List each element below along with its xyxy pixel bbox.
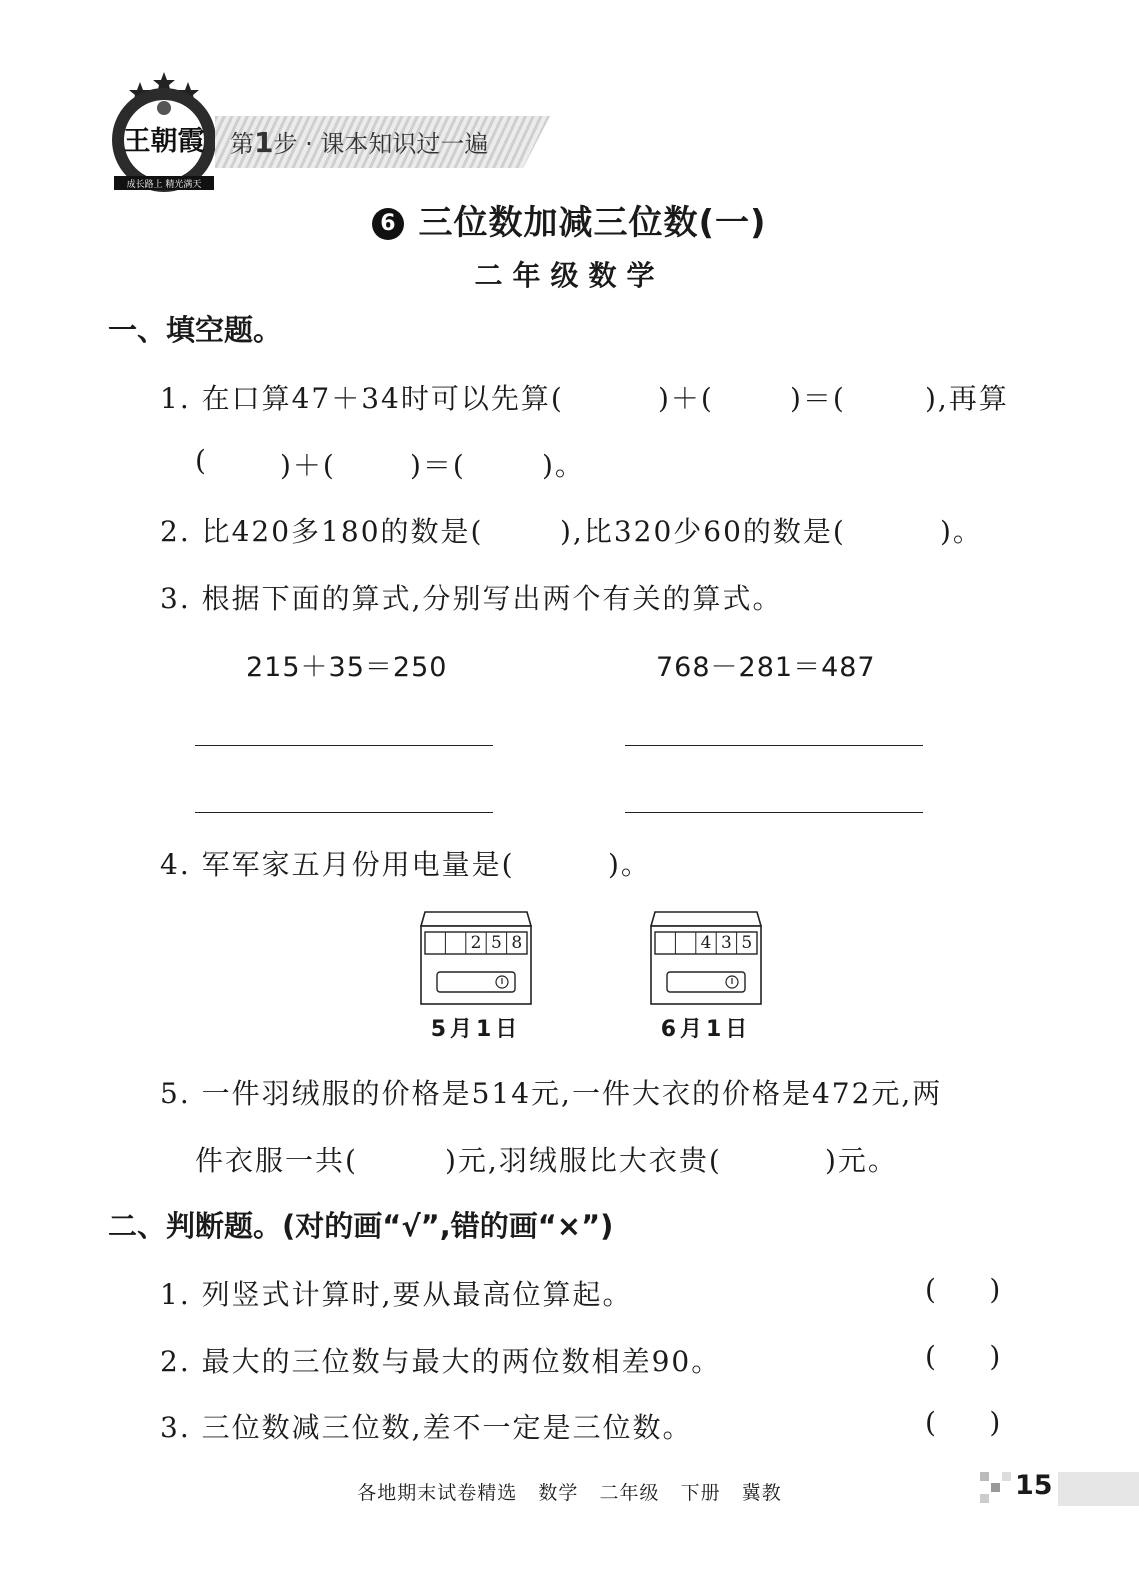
- q3-equation-1: 215＋35＝250: [246, 652, 448, 683]
- q4-part-b: )。: [608, 848, 651, 881]
- meter-digit: 8: [511, 933, 523, 953]
- meter-digit: [675, 932, 695, 954]
- q3-answer-line: [625, 812, 923, 813]
- svg-text:成长路上 精光满天: 成长路上 精光满天: [126, 180, 202, 190]
- judge-item-1: 1. 列竖式计算时,要从最高位算起。: [160, 1278, 633, 1311]
- meter-may-body: [419, 910, 533, 1006]
- q4-part-a: 4. 军军家五月份用电量是(: [160, 848, 515, 881]
- page-number-bar: [1058, 1472, 1139, 1506]
- q1-line1-a: 1. 在口算47＋34时可以先算(: [160, 382, 564, 415]
- meter-digit: 3: [721, 933, 732, 953]
- publisher-logo: [100, 68, 228, 196]
- meter-digit: [655, 932, 675, 954]
- step-label: [230, 124, 488, 159]
- q1-line2-c: )＝(: [410, 449, 466, 482]
- q2-part-c: )。: [940, 515, 983, 548]
- step-label-number: 1: [254, 126, 274, 159]
- q5-line2-c: )元。: [825, 1144, 898, 1177]
- q1-line1-b: )＋(: [658, 382, 714, 415]
- meter-digit: 5: [491, 933, 502, 953]
- lesson-subtitle: 二年级数学: [474, 259, 665, 292]
- footer-book-info: 各地期末试卷精选 数学 二年级 下册 冀教: [357, 1482, 782, 1504]
- q1-line2-d: )。: [542, 449, 585, 482]
- judge-item-2: 2. 最大的三位数与最大的两位数相差90。: [160, 1345, 722, 1378]
- meter-may-digits: [425, 932, 527, 954]
- judge-item-3: 3. 三位数减三位数,差不一定是三位数。: [160, 1411, 693, 1444]
- q1-line2-b: )＋(: [280, 449, 336, 482]
- q2-part-b: ),比320少60的数是(: [560, 515, 846, 548]
- meter-may-caption: 5月1日: [430, 1017, 522, 1042]
- step-label-prefix: 第: [230, 130, 254, 158]
- section1-heading: 一、填空题。: [108, 313, 283, 347]
- q5-line2-a: 件衣服一共(: [195, 1144, 358, 1177]
- q1-line1-d: ),再算: [925, 382, 1009, 415]
- q3-answer-line: [195, 745, 493, 746]
- q5-line1: 5. 一件羽绒服的价格是514元,一件大衣的价格是472元,两: [160, 1077, 943, 1110]
- q3-equation-2: 768－281＝487: [656, 652, 876, 683]
- section2-heading: 二、判断题。(对的画“√”,错的画“×”): [108, 1209, 614, 1243]
- q3-answer-line: [195, 812, 493, 813]
- q3-prompt: 3. 根据下面的算式,分别写出两个有关的算式。: [160, 582, 783, 615]
- q1-line2-a: (: [195, 444, 208, 477]
- meter-june-digits: [655, 932, 757, 954]
- meter-digit: 2: [470, 933, 482, 953]
- q3-answer-line: [625, 745, 923, 746]
- meter-digit: 5: [741, 933, 753, 953]
- electric-meter-may: [419, 910, 533, 1006]
- q2-part-a: 2. 比420多180的数是(: [160, 515, 484, 548]
- lesson-title: [0, 195, 1139, 244]
- meter-june-body: [649, 910, 763, 1006]
- q5-line2-b: )元,羽绒服比大衣贵(: [445, 1144, 722, 1177]
- svg-text:王朝霞: 王朝霞: [123, 126, 205, 157]
- lesson-title-text: 三位数加减三位数(一): [418, 203, 767, 243]
- meter-digit: [425, 932, 445, 954]
- judge-answer-paren-2: ( ): [925, 1340, 1001, 1373]
- meter-digit: 4: [700, 933, 712, 953]
- judge-answer-paren-3: ( ): [925, 1406, 1001, 1439]
- page-number: 15: [1015, 1470, 1053, 1501]
- step-label-suffix: 步 · 课本知识过一遍: [273, 130, 489, 158]
- judge-answer-paren-1: ( ): [925, 1273, 1001, 1306]
- page-corner-pattern: [980, 1472, 1012, 1506]
- lesson-number-badge: 6: [372, 208, 404, 240]
- meter-june-caption: 6月1日: [660, 1017, 752, 1042]
- q1-line1-c: )＝(: [790, 382, 846, 415]
- meter-digit: [445, 932, 465, 954]
- electric-meter-june: [649, 910, 763, 1006]
